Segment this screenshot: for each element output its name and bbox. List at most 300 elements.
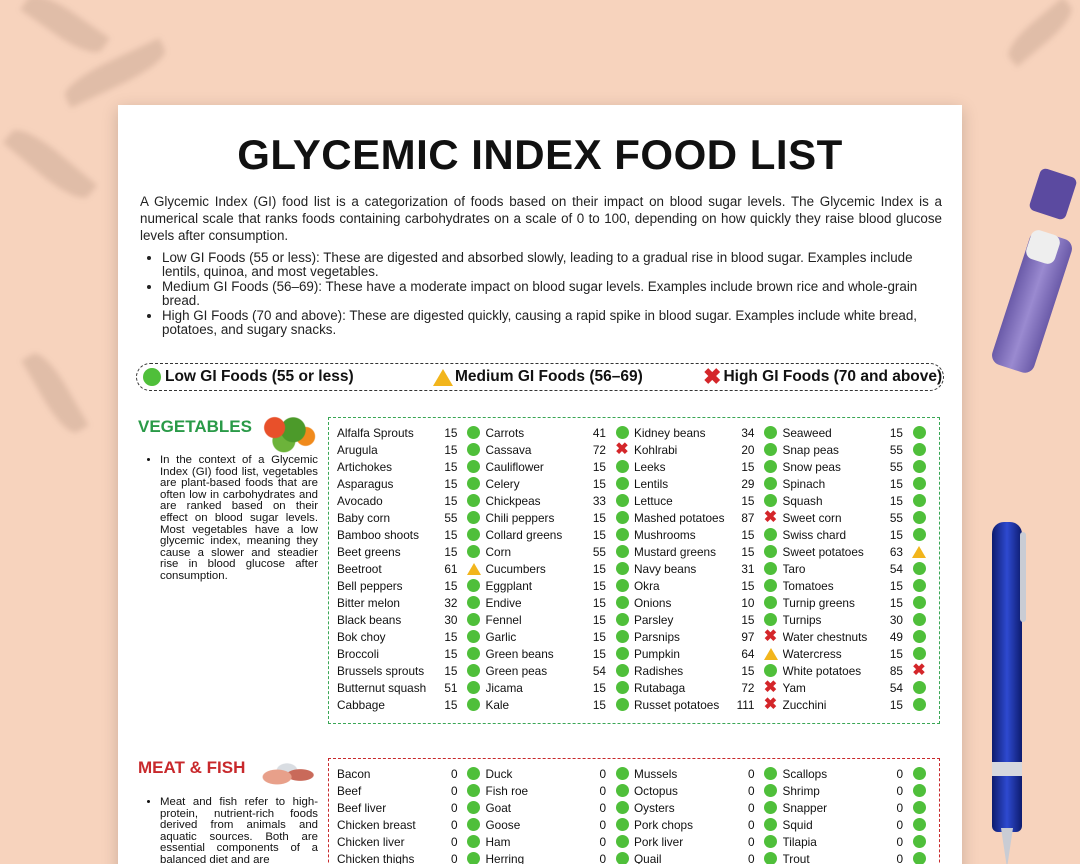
gi-level-indicator [911, 767, 927, 780]
food-name: Snapper [782, 800, 828, 815]
food-row [634, 577, 779, 594]
green-dot-icon [764, 784, 777, 797]
gi-value: 49 [889, 629, 903, 644]
green-dot-icon [913, 801, 926, 814]
food-row [337, 628, 482, 645]
green-dot-icon [764, 426, 777, 439]
gi-level-indicator [911, 784, 927, 797]
green-dot-icon [467, 443, 480, 456]
gi-level-indicator [614, 528, 630, 541]
gi-value: 0 [747, 800, 755, 815]
gi-value: 15 [889, 646, 903, 661]
gi-value: 15 [741, 459, 755, 474]
food-name: Sweet corn [782, 510, 842, 525]
food-name: Squash [782, 493, 823, 508]
gi-level-indicator [614, 630, 630, 643]
food-row [783, 765, 928, 782]
food-name: Artichokes [337, 459, 393, 474]
food-name: Mushrooms [634, 527, 696, 542]
green-dot-icon [913, 818, 926, 831]
vegetables-illustration [256, 410, 318, 454]
food-row [337, 577, 482, 594]
food-name: Goose [485, 817, 521, 832]
food-column [783, 765, 932, 864]
food-row [337, 662, 482, 679]
gi-value: 15 [592, 680, 606, 695]
gi-level-indicator [466, 852, 482, 864]
food-row [634, 475, 779, 492]
gi-value: 55 [889, 442, 903, 457]
gi-value: 0 [450, 851, 458, 864]
food-column [486, 765, 635, 864]
green-dot-icon [616, 426, 629, 439]
green-dot-icon [467, 528, 480, 541]
food-name: Fish roe [485, 783, 529, 798]
green-dot-icon [143, 368, 161, 386]
gi-value: 0 [896, 851, 903, 864]
gi-level-indicator [614, 698, 630, 711]
gi-level-indicator [911, 801, 927, 814]
green-dot-icon [616, 579, 629, 592]
gi-level-indicator [614, 442, 630, 458]
legend-medium-label: Medium GI Foods (56–69) [455, 368, 643, 385]
gi-value: 63 [889, 544, 903, 559]
food-name: Oysters [634, 800, 675, 815]
gi-value: 0 [450, 783, 458, 798]
red-x-icon: ✖ [763, 627, 778, 645]
gi-value: 55 [592, 544, 606, 559]
vegetables-heading: VEGETABLES [138, 417, 252, 436]
leaf-shadow [1002, 0, 1079, 67]
gi-level-indicator [763, 494, 779, 507]
food-row [337, 492, 482, 509]
vegetables-description-text: • In the context of a Glycemic Index (GI) food list, vegetables are plant-based foods that are often low in carbohydrates and are ranked based on their effect on blood sugar levels. Most vegetables have a low glycemic index, meaning they cause a slower and steadier rise in blood glucose after consumption. [160, 455, 318, 583]
gi-level-indicator [614, 613, 630, 626]
legend-low-label: Low GI Foods (55 or less) [165, 368, 354, 385]
food-row [634, 543, 779, 560]
food-name: Beet greens [337, 544, 401, 559]
gi-level-indicator [763, 443, 779, 456]
gi-level-indicator [911, 596, 927, 609]
food-name: Pork liver [634, 834, 684, 849]
gi-level-indicator [911, 443, 927, 456]
gi-level-indicator [466, 579, 482, 592]
gi-level-indicator [763, 648, 779, 660]
fountain-pen [992, 522, 1022, 832]
gi-level-indicator [911, 647, 927, 660]
gi-value: 15 [592, 697, 606, 712]
food-name: Beetroot [337, 561, 382, 576]
gi-level-indicator [763, 545, 779, 558]
food-name: Eggplant [485, 578, 533, 593]
leaf-shadow [20, 0, 110, 61]
food-name: Turnips [782, 612, 822, 627]
gi-value: 111 [736, 697, 755, 712]
food-row [783, 475, 928, 492]
gi-level-indicator [614, 460, 630, 473]
gi-value: 15 [741, 663, 755, 678]
food-name: Chicken thighs [337, 851, 415, 864]
food-row [634, 833, 779, 850]
gi-level-indicator [614, 494, 630, 507]
food-name: Arugula [337, 442, 378, 457]
food-row [486, 662, 631, 679]
gi-value: 10 [741, 595, 755, 610]
food-row [486, 850, 631, 864]
green-dot-icon [467, 494, 480, 507]
gi-value: 0 [450, 834, 458, 849]
green-dot-icon [616, 681, 629, 694]
food-row [783, 850, 928, 864]
meat-fish-heading: MEAT & FISH [138, 758, 246, 777]
food-name: Rutabaga [634, 680, 686, 695]
gi-value: 0 [747, 783, 755, 798]
red-x-icon: ✖ [703, 364, 722, 389]
gi-value: 15 [592, 476, 606, 491]
gi-level-indicator [614, 801, 630, 814]
gi-value: 34 [741, 425, 755, 440]
food-name: Butternut squash [337, 680, 427, 695]
gi-value: 15 [592, 646, 606, 661]
gi-level-indicator [466, 563, 482, 575]
yellow-triangle-icon [912, 546, 926, 558]
food-row [783, 424, 928, 441]
food-row [634, 492, 779, 509]
legend-high-label: High GI Foods (70 and above) [723, 368, 943, 385]
green-dot-icon [467, 596, 480, 609]
food-name: White potatoes [782, 663, 862, 678]
food-name: Alfalfa Sprouts [337, 425, 414, 440]
green-dot-icon [913, 630, 926, 643]
green-dot-icon [467, 630, 480, 643]
gi-value: 87 [741, 510, 755, 525]
gi-level-indicator [763, 835, 779, 848]
food-name: Snow peas [782, 459, 841, 474]
food-row [634, 816, 779, 833]
food-name: Carrots [485, 425, 525, 440]
gi-value: 15 [889, 697, 903, 712]
food-name: Black beans [337, 612, 402, 627]
document-page [118, 105, 962, 864]
food-column [337, 424, 486, 723]
food-row [486, 509, 631, 526]
food-name: Scallops [782, 766, 828, 781]
gi-level-indicator [466, 511, 482, 524]
food-row [634, 850, 779, 864]
green-dot-icon [616, 664, 629, 677]
green-dot-icon [913, 443, 926, 456]
green-dot-icon [467, 818, 480, 831]
food-name: Okra [634, 578, 660, 593]
food-name: Endive [485, 595, 522, 610]
gi-level-indicator [466, 477, 482, 490]
gi-value: 33 [592, 493, 606, 508]
gi-value: 0 [747, 834, 755, 849]
gi-level-indicator [466, 630, 482, 643]
gi-level-indicator [466, 528, 482, 541]
food-row [337, 679, 482, 696]
gi-value: 72 [592, 442, 606, 457]
gi-level-indicator [763, 680, 779, 696]
gi-level-indicator [466, 664, 482, 677]
food-row [783, 509, 928, 526]
food-name: Swiss chard [782, 527, 847, 542]
gi-level-indicator [614, 426, 630, 439]
food-row [337, 833, 482, 850]
food-row [783, 560, 928, 577]
gi-value: 15 [444, 476, 458, 491]
gi-value: 0 [896, 817, 903, 832]
gi-value: 15 [444, 527, 458, 542]
gi-value: 15 [889, 425, 903, 440]
gi-level-indicator [911, 511, 927, 524]
gi-value: 0 [599, 783, 606, 798]
gi-value: 15 [889, 578, 903, 593]
gi-level-indicator [466, 784, 482, 797]
gi-level-indicator [911, 613, 927, 626]
green-dot-icon [764, 852, 777, 864]
food-row [486, 816, 631, 833]
green-dot-icon [913, 767, 926, 780]
gi-value: 15 [592, 595, 606, 610]
gi-value: 55 [889, 510, 903, 525]
gi-value: 15 [741, 612, 755, 627]
gi-level-indicator [466, 767, 482, 780]
food-name: Asparagus [337, 476, 394, 491]
gi-level-indicator [911, 494, 927, 507]
food-name: Garlic [485, 629, 517, 644]
food-name: Cassava [485, 442, 532, 457]
meat-fish-description-text: • Meat and fish refer to high-protein, nutrient-rich foods derived from animals and aquatic sources. Both are essential components of a balanced diet and are [160, 797, 318, 864]
food-row [783, 543, 928, 560]
gi-value: 15 [444, 493, 458, 508]
gi-level-indicator [466, 835, 482, 848]
gi-value: 29 [741, 476, 755, 491]
gi-value: 20 [741, 442, 755, 457]
gi-value: 15 [741, 578, 755, 593]
food-name: Water chestnuts [782, 629, 868, 644]
gi-value: 61 [444, 561, 458, 576]
gi-value: 32 [444, 595, 458, 610]
food-column [337, 765, 486, 864]
highlighter-cap [1028, 167, 1078, 221]
food-name: Pumpkin [634, 646, 680, 661]
food-row [337, 765, 482, 782]
green-dot-icon [616, 494, 629, 507]
food-row [783, 645, 928, 662]
gi-level-indicator [466, 681, 482, 694]
food-name: Squid [782, 817, 813, 832]
gi-level-indicator [614, 767, 630, 780]
gi-level-indicator [614, 579, 630, 592]
food-row [337, 696, 482, 713]
food-row [486, 560, 631, 577]
gi-value: 0 [896, 766, 903, 781]
food-row [486, 526, 631, 543]
gi-value: 0 [747, 817, 755, 832]
green-dot-icon [467, 681, 480, 694]
gi-level-indicator [614, 681, 630, 694]
food-name: Chickpeas [485, 493, 541, 508]
green-dot-icon [913, 579, 926, 592]
food-name: Bell peppers [337, 578, 403, 593]
gi-level-indicator [911, 818, 927, 831]
gi-value: 15 [741, 527, 755, 542]
gi-level-indicator [466, 596, 482, 609]
gi-value: 0 [599, 800, 606, 815]
legend-low [143, 368, 354, 386]
food-row [486, 577, 631, 594]
green-dot-icon [764, 477, 777, 490]
food-name: Trout [782, 851, 810, 864]
gi-level-indicator [763, 784, 779, 797]
green-dot-icon [467, 460, 480, 473]
food-row [634, 782, 779, 799]
gi-value: 15 [444, 442, 458, 457]
food-row [634, 696, 779, 713]
red-x-icon: ✖ [615, 440, 629, 458]
green-dot-icon [616, 801, 629, 814]
green-dot-icon [913, 596, 926, 609]
food-name: Bok choy [337, 629, 386, 644]
food-row [486, 765, 631, 782]
meat-fish-illustration [254, 755, 320, 795]
gi-value: 64 [741, 646, 755, 661]
gi-value: 15 [444, 663, 458, 678]
food-row [783, 492, 928, 509]
green-dot-icon [616, 818, 629, 831]
gi-value: 15 [444, 629, 458, 644]
green-dot-icon [616, 767, 629, 780]
gi-value: 54 [592, 663, 606, 678]
green-dot-icon [616, 784, 629, 797]
food-name: Corn [485, 544, 512, 559]
green-dot-icon [616, 835, 629, 848]
red-x-icon: ✖ [763, 678, 778, 696]
green-dot-icon [913, 784, 926, 797]
gi-value: 0 [896, 783, 903, 798]
gi-level-indicator [466, 545, 482, 558]
green-dot-icon [913, 528, 926, 541]
gi-value: 0 [896, 800, 903, 815]
gi-value: 0 [747, 766, 755, 781]
food-row [337, 816, 482, 833]
food-row [486, 833, 631, 850]
red-x-icon: ✖ [912, 661, 926, 679]
green-dot-icon [913, 647, 926, 660]
gi-level-indicator [466, 818, 482, 831]
food-row [486, 611, 631, 628]
gi-value: 0 [896, 834, 903, 849]
gi-level-indicator [911, 426, 927, 439]
gi-value: 15 [444, 425, 458, 440]
food-row [783, 833, 928, 850]
gi-level-indicator [763, 528, 779, 541]
gi-level-indicator [614, 784, 630, 797]
pen-nib [1001, 828, 1013, 864]
green-dot-icon [913, 835, 926, 848]
food-name: Green beans [485, 646, 554, 661]
food-name: Jicama [485, 680, 523, 695]
green-dot-icon [913, 477, 926, 490]
food-row [783, 696, 928, 713]
gi-level-indicator [911, 698, 927, 711]
food-column [486, 424, 635, 723]
gi-value: 30 [444, 612, 458, 627]
gi-level-indicator [911, 477, 927, 490]
page-title: GLYCEMIC INDEX FOOD LIST [237, 131, 843, 178]
food-row [337, 782, 482, 799]
gi-value: 15 [592, 612, 606, 627]
food-name: Turnip greens [782, 595, 855, 610]
gi-level-indicator [763, 697, 779, 713]
food-name: Lettuce [634, 493, 673, 508]
gi-level-indicator [911, 579, 927, 592]
food-name: Green peas [485, 663, 548, 678]
food-row [337, 441, 482, 458]
food-row [486, 799, 631, 816]
green-dot-icon [616, 460, 629, 473]
food-row [634, 560, 779, 577]
food-row [783, 458, 928, 475]
green-dot-icon [467, 784, 480, 797]
food-row [634, 679, 779, 696]
yellow-triangle-icon [467, 563, 481, 575]
food-name: Herring [485, 851, 525, 864]
food-row [337, 509, 482, 526]
food-name: Leeks [634, 459, 666, 474]
food-name: Broccoli [337, 646, 379, 661]
food-row [634, 611, 779, 628]
gi-level-indicator [763, 596, 779, 609]
gi-level-indicator [763, 801, 779, 814]
gi-level-indicator [763, 579, 779, 592]
gi-level-indicator [763, 818, 779, 831]
green-dot-icon [764, 818, 777, 831]
gi-level-indicator [763, 477, 779, 490]
gi-level-indicator [911, 663, 927, 679]
bullet-high-gi: • High GI Foods (70 and above): These are digested quickly, causing a rapid spike in blood sugar. Examples include white bread, potatoes, and sugary snacks. [162, 309, 942, 337]
gi-value: 55 [889, 459, 903, 474]
green-dot-icon [467, 613, 480, 626]
green-dot-icon [913, 562, 926, 575]
green-dot-icon [913, 460, 926, 473]
food-row [486, 492, 631, 509]
gi-legend [136, 363, 944, 391]
food-row [337, 458, 482, 475]
gi-value: 55 [444, 510, 458, 525]
food-name: Lentils [634, 476, 669, 491]
green-dot-icon [616, 562, 629, 575]
food-name: Beef liver [337, 800, 387, 815]
gi-level-indicator [763, 562, 779, 575]
food-name: Kohlrabi [634, 442, 678, 457]
green-dot-icon [913, 511, 926, 524]
food-column [783, 424, 932, 723]
food-name: Mussels [634, 766, 678, 781]
food-row [783, 594, 928, 611]
food-name: Zucchini [782, 697, 827, 712]
food-row [337, 645, 482, 662]
gi-value: 15 [889, 527, 903, 542]
food-row [337, 611, 482, 628]
gi-value: 15 [592, 527, 606, 542]
food-row [783, 662, 928, 679]
food-name: Snap peas [782, 442, 839, 457]
food-column [634, 424, 783, 723]
legend-high [703, 366, 942, 388]
food-name: Yam [782, 680, 806, 695]
